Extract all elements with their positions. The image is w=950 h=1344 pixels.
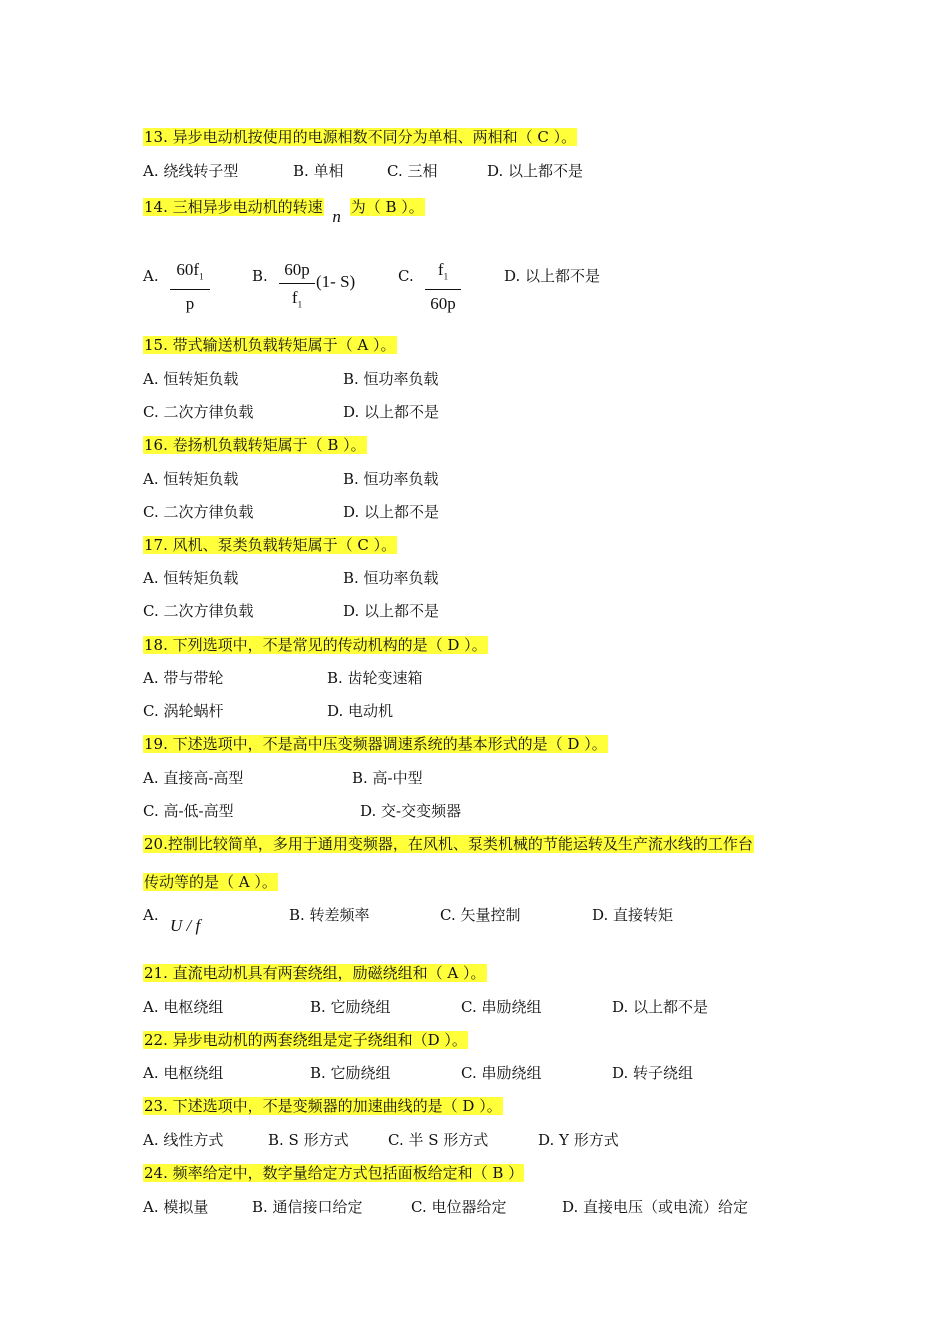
q14-option-d: D. 以上都不是: [504, 267, 601, 285]
question-22-text: 22. 异步电动机的两套绕组是定子绕组和（D ）。: [144, 1031, 467, 1049]
question-17-text: 17. 风机、泵类负载转矩属于（ C ）。: [144, 536, 397, 554]
q22-option-a: A. 电枢绕组: [143, 1064, 224, 1082]
q14-c-numerator-sub: 1: [443, 271, 449, 282]
q14-a-denominator: p: [185, 294, 195, 314]
question-19-text: 19. 下述选项中，不是高中压变频器调速系统的基本形式的是（ D ）。: [144, 735, 607, 753]
q16-option-b: B. 恒功率负载: [343, 470, 439, 488]
q16-option-a: A. 恒转矩负载: [143, 470, 239, 488]
q13-option-c: C. 三相: [387, 162, 438, 180]
question-23-text: 23. 下述选项中，不是变频器的加速曲线的是（ D ）。: [144, 1097, 502, 1115]
q14-option-c-label: C.: [398, 267, 414, 285]
q16-option-c: C. 二次方律负载: [143, 503, 254, 521]
question-17: [143, 535, 397, 555]
q18-option-b: B. 齿轮变速箱: [327, 669, 423, 687]
q19-option-d: D. 交-交变频器: [360, 802, 462, 820]
q23-option-b: B. S 形方式: [268, 1131, 349, 1149]
q14-c-numerator: f: [437, 260, 444, 279]
question-15-text: 15. 带式输送机负载转矩属于（ A ）。: [144, 336, 396, 354]
q18-option-d: D. 电动机: [327, 702, 394, 720]
q13-option-b: B. 单相: [293, 162, 344, 180]
question-19: [143, 734, 608, 754]
q14-option-b-fraction: [279, 259, 315, 315]
question-18: [143, 635, 488, 655]
q14-c-denominator: 60p: [430, 294, 456, 314]
q22-option-c: C. 串励绕组: [461, 1064, 542, 1082]
q14-option-a-fraction: [170, 259, 210, 315]
q22-option-d: D. 转子绕组: [612, 1064, 694, 1082]
q14-b-denominator-sub: 1: [297, 299, 303, 310]
q19-option-b: B. 高-中型: [352, 769, 423, 787]
question-21: [143, 963, 487, 983]
question-20-line2: [143, 872, 278, 892]
q21-option-c: C. 串励绕组: [461, 998, 542, 1016]
q22-option-b: B. 它励绕组: [310, 1064, 391, 1082]
question-13: [143, 127, 577, 147]
q24-option-d: D. 直接电压（或电流）给定: [562, 1198, 749, 1216]
q19-option-c: C. 高-低-高型: [143, 802, 234, 820]
question-14-text-before: 14. 三相异步电动机的转速: [144, 198, 323, 216]
question-15: [143, 335, 397, 355]
question-20-text-line1: 20.控制比较简单，多用于通用变频器，在风机、泵类机械的节能运转及生产流水线的工作台: [144, 835, 753, 853]
q24-option-c: C. 电位器给定: [411, 1198, 507, 1216]
q13-option-a: A. 绕线转子型: [143, 162, 239, 180]
q19-option-a: A. 直接高-高型: [143, 769, 244, 787]
q24-option-b: B. 通信接口给定: [252, 1198, 363, 1216]
q20-option-b: B. 转差频率: [289, 906, 370, 924]
question-20-text-line2: 传动等的是（ A ）。: [144, 873, 277, 891]
q21-option-b: B. 它励绕组: [310, 998, 391, 1016]
q15-option-d: D. 以上都不是: [343, 403, 440, 421]
q21-option-a: A. 电枢绕组: [143, 998, 224, 1016]
q14-option-c-fraction: [425, 259, 461, 315]
q14-option-b-label: B.: [252, 267, 268, 285]
speed-variable-n: n: [332, 207, 341, 226]
question-21-text: 21. 直流电动机具有两套绕组，励磁绕组和（ A ）。: [144, 964, 486, 982]
question-18-text: 18. 下列选项中，不是常见的传动机构的是（ D ）。: [144, 636, 487, 654]
q17-option-a: A. 恒转矩负载: [143, 569, 239, 587]
q17-option-d: D. 以上都不是: [343, 602, 440, 620]
question-16-text: 16. 卷扬机负载转矩属于（ B ）。: [144, 436, 366, 454]
q18-option-a: A. 带与带轮: [143, 669, 224, 687]
q20-option-a-math: U / f: [170, 916, 201, 935]
q17-option-b: B. 恒功率负载: [343, 569, 439, 587]
question-23: [143, 1096, 503, 1116]
q17-option-c: C. 二次方律负载: [143, 602, 254, 620]
q14-b-tail: (1- S): [316, 272, 356, 291]
q15-option-a: A. 恒转矩负载: [143, 370, 239, 388]
question-14: [143, 197, 425, 226]
q18-option-c: C. 涡轮蜗杆: [143, 702, 224, 720]
q23-option-c: C. 半 S 形方式: [388, 1131, 489, 1149]
question-16: [143, 435, 367, 455]
question-13-text: 13. 异步电动机按使用的电源相数不同分为单相、两相和（ C ）。: [144, 128, 577, 146]
q23-option-a: A. 线性方式: [143, 1131, 224, 1149]
q14-b-numerator: 60p: [284, 260, 310, 279]
question-20-line1: [143, 834, 754, 854]
q20-option-c: C. 矢量控制: [440, 906, 521, 924]
q15-option-b: B. 恒功率负载: [343, 370, 439, 388]
question-24: [143, 1163, 524, 1183]
q14-b-denominator: f: [291, 288, 298, 307]
question-22: [143, 1030, 468, 1050]
question-14-text-after: 为（ B ）。: [350, 198, 424, 216]
q20-option-a-label: A.: [143, 906, 159, 924]
q16-option-d: D. 以上都不是: [343, 503, 440, 521]
q14-option-a-label: A.: [143, 267, 159, 285]
q23-option-d: D. Y 形方式: [538, 1131, 619, 1149]
q13-option-d: D. 以上都不是: [487, 162, 584, 180]
q24-option-a: A. 模拟量: [143, 1198, 209, 1216]
q14-a-numerator-sub: 1: [199, 271, 204, 282]
q14-a-numerator: 60f: [176, 260, 200, 279]
question-24-text: 24. 频率给定中，数字量给定方式包括面板给定和（ B ）: [144, 1164, 524, 1182]
q15-option-c: C. 二次方律负载: [143, 403, 254, 421]
q20-option-d: D. 直接转矩: [592, 906, 674, 924]
q21-option-d: D. 以上都不是: [612, 998, 709, 1016]
